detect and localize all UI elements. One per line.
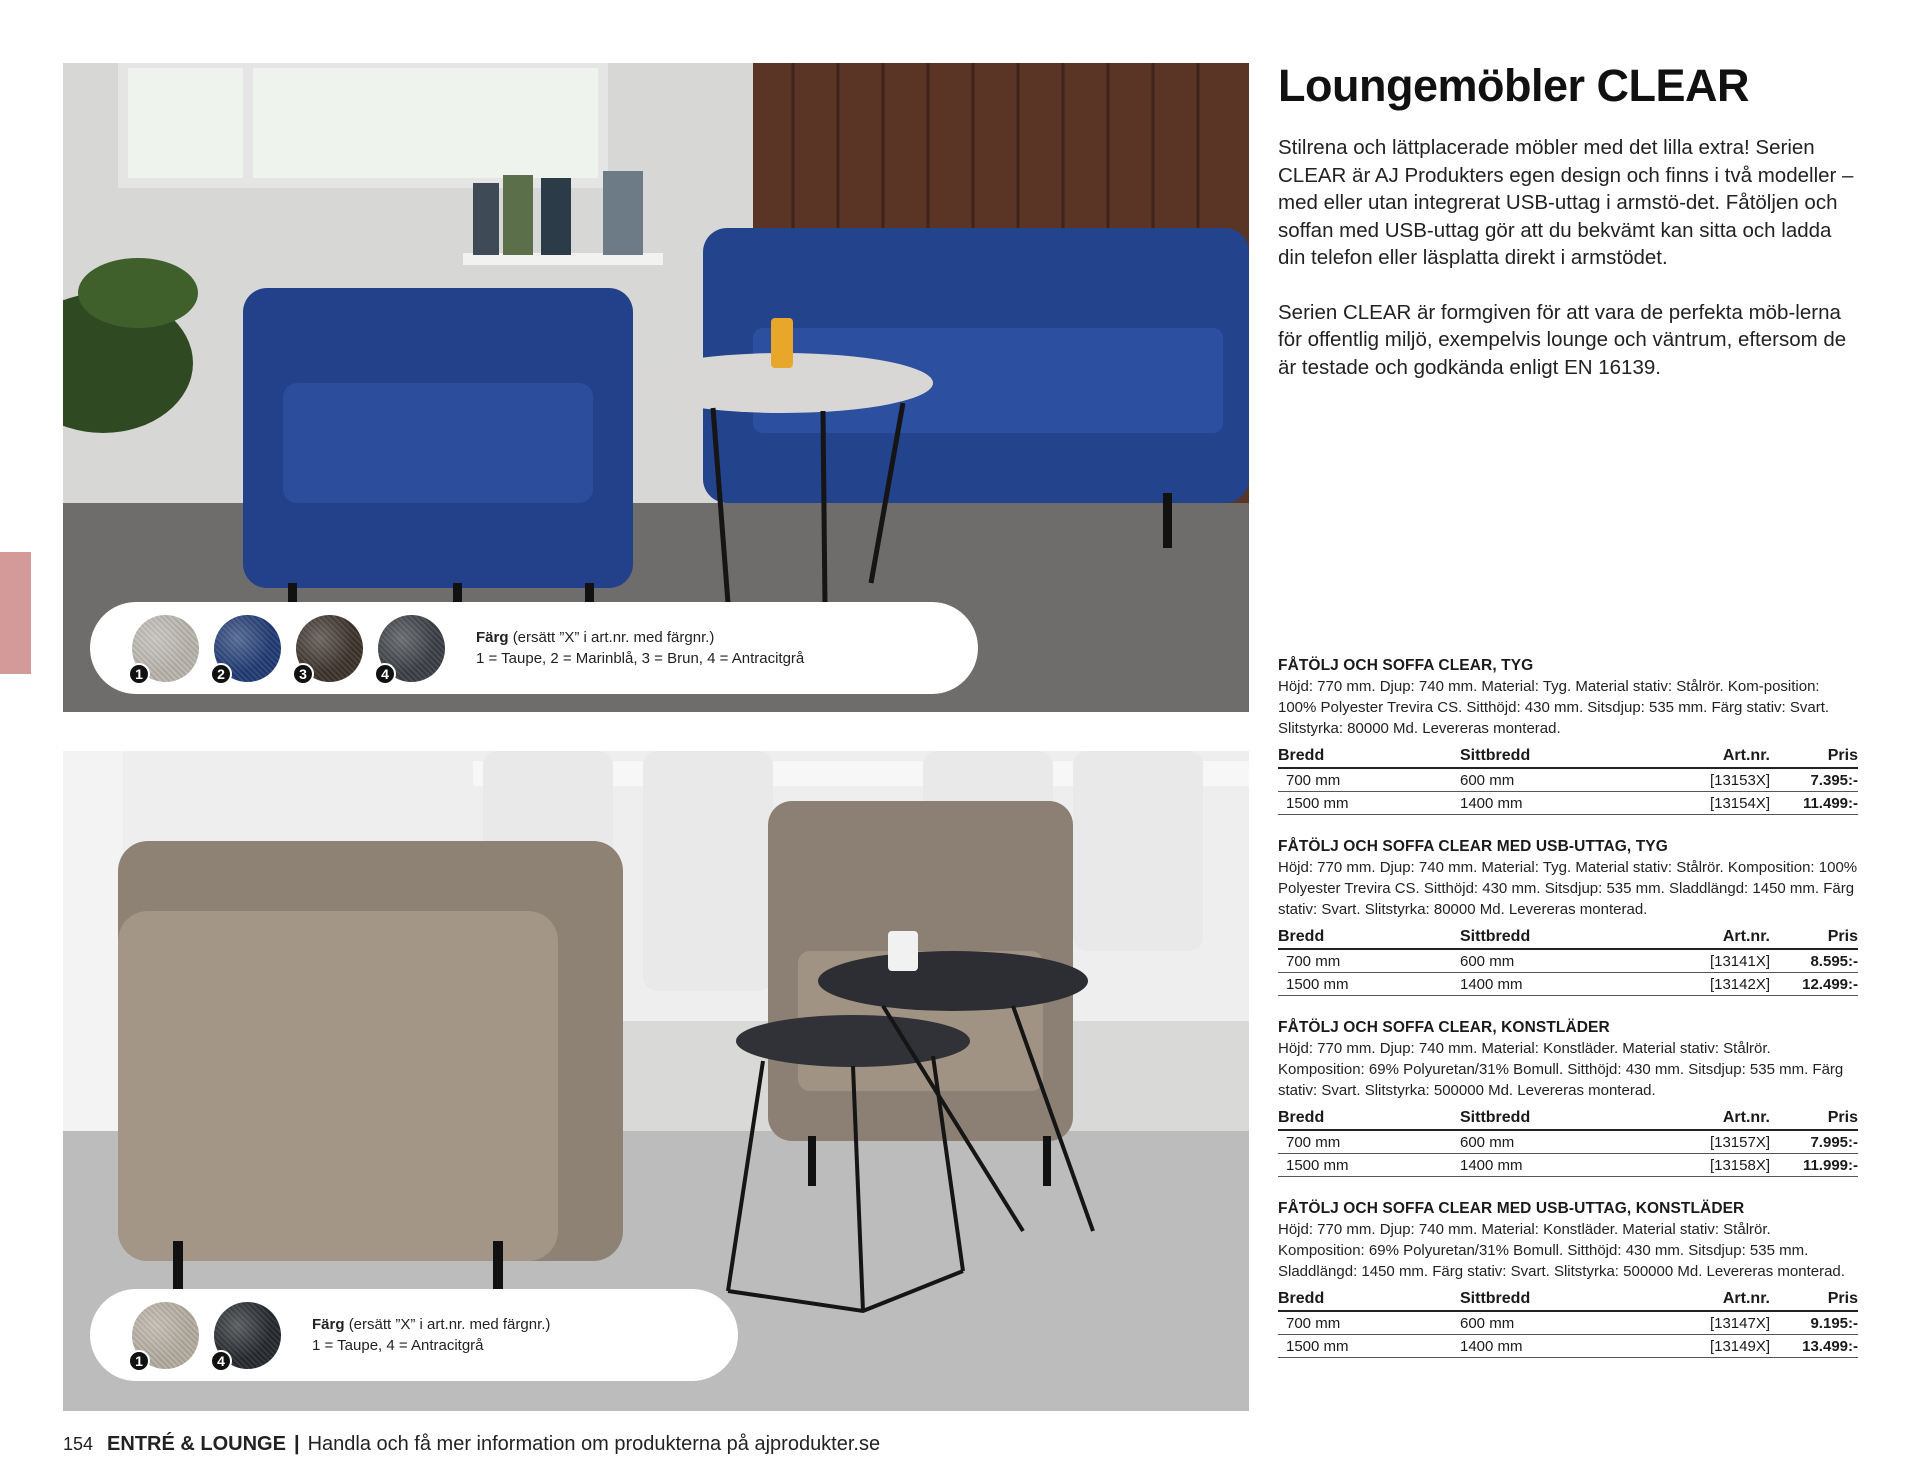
width-cell: 1500 mm — [1278, 973, 1460, 996]
color-swatch — [132, 1302, 199, 1369]
col-seat-width: Sittbredd — [1460, 745, 1680, 768]
swatch-number: 4 — [210, 1350, 232, 1372]
seat-width-cell: 600 mm — [1460, 949, 1680, 973]
color-note: (ersätt ”X” i art.nr. med färgnr.) — [348, 1316, 551, 1333]
color-legend — [312, 1314, 550, 1356]
color-note: (ersätt ”X” i art.nr. med färgnr.) — [512, 629, 715, 646]
table-header-row — [1278, 926, 1858, 949]
seat-width-cell: 600 mm — [1460, 1130, 1680, 1154]
product-spec — [1278, 656, 1858, 815]
width-cell: 700 mm — [1278, 1311, 1460, 1335]
price-cell: 7.995:- — [1770, 1130, 1858, 1154]
product-description: Höjd: 770 mm. Djup: 740 mm. Material: Konstläder. Material stativ: Stålrör. Komposition: 69% Polyuretan/31% Bomull. Sitthöjd: 430 mm. Sitsdjup: 535 mm. Sladdlängd: 1450 mm. Färg stativ: Svart. Slitstyrka: 500000 Md. Levereras monterad. — [1278, 1221, 1845, 1280]
article-number-cell: [13149X] — [1680, 1335, 1770, 1358]
swatch-number: 2 — [210, 663, 232, 685]
width-cell: 700 mm — [1278, 1130, 1460, 1154]
col-article-number: Art.nr. — [1680, 745, 1770, 768]
price-cell: 13.499:- — [1770, 1335, 1858, 1358]
price-cell: 11.999:- — [1770, 1154, 1858, 1177]
col-price: Pris — [1770, 1288, 1858, 1311]
footer-link-text[interactable]: Handla och få mer information om produkterna på ajprodukter.se — [307, 1433, 881, 1455]
article-number-cell: [13154X] — [1680, 792, 1770, 815]
swatch-number: 3 — [292, 663, 314, 685]
swatch-number: 1 — [128, 663, 150, 685]
price-cell: 7.395:- — [1770, 768, 1858, 792]
width-cell: 1500 mm — [1278, 1335, 1460, 1358]
swatch-number: 4 — [374, 663, 396, 685]
price-cell: 8.595:- — [1770, 949, 1858, 973]
swatch-number: 1 — [128, 1350, 150, 1372]
color-swatch — [214, 615, 281, 682]
photo-blue-lounge-furniture — [63, 63, 1249, 712]
color-swatch — [296, 615, 363, 682]
table-row — [1278, 792, 1858, 815]
color-swatch — [378, 615, 445, 682]
article-number-cell: [13142X] — [1680, 973, 1770, 996]
color-legend-text: 1 = Taupe, 2 = Marinblå, 3 = Brun, 4 = Antracitgrå — [476, 650, 805, 667]
seat-width-cell: 1400 mm — [1460, 792, 1680, 815]
col-seat-width: Sittbredd — [1460, 926, 1680, 949]
price-cell: 12.499:- — [1770, 973, 1858, 996]
intro-text — [1278, 134, 1858, 381]
color-label: Färg — [476, 629, 509, 646]
article-number-cell: [13153X] — [1680, 768, 1770, 792]
table-header-row — [1278, 1288, 1858, 1311]
seat-width-cell: 1400 mm — [1460, 1335, 1680, 1358]
product-description: Höjd: 770 mm. Djup: 740 mm. Material: Konstläder. Material stativ: Stålrör. Komposition: 69% Polyuretan/31% Bomull. Sitthöjd: 430 mm. Sitsdjup: 535 mm. Färg stativ: Svart. Slitstyrka: 500000 Md. Levereras monterad. — [1278, 1040, 1844, 1099]
col-price: Pris — [1770, 1107, 1858, 1130]
color-options-panel-2 — [90, 1289, 738, 1381]
price-table — [1278, 1288, 1858, 1358]
table-row — [1278, 768, 1858, 792]
footer-section: ENTRÉ & LOUNGE — [107, 1433, 286, 1455]
col-width: Bredd — [1278, 926, 1460, 949]
col-width: Bredd — [1278, 1288, 1460, 1311]
table-row — [1278, 949, 1858, 973]
article-number-cell: [13157X] — [1680, 1130, 1770, 1154]
price-table — [1278, 745, 1858, 815]
page-title: Loungemöbler CLEAR — [1278, 60, 1749, 111]
product-spec — [1278, 837, 1858, 996]
product-spec — [1278, 1018, 1858, 1177]
seat-width-cell: 1400 mm — [1460, 1154, 1680, 1177]
swatch-list — [132, 1302, 281, 1369]
col-width: Bredd — [1278, 1107, 1460, 1130]
color-swatch — [214, 1302, 281, 1369]
price-cell: 11.499:- — [1770, 792, 1858, 815]
product-title: FÅTÖLJ OCH SOFFA CLEAR MED USB-UTTAG, KONSTLÄDER — [1278, 1200, 1745, 1217]
page-footer — [63, 1432, 880, 1456]
product-title: FÅTÖLJ OCH SOFFA CLEAR MED USB-UTTAG, TYG — [1278, 838, 1668, 855]
article-number-cell: [13158X] — [1680, 1154, 1770, 1177]
col-seat-width: Sittbredd — [1460, 1288, 1680, 1311]
table-row — [1278, 1335, 1858, 1358]
color-legend — [476, 627, 804, 669]
section-color-tab — [0, 552, 31, 674]
col-article-number: Art.nr. — [1680, 1288, 1770, 1311]
page-number: 154 — [63, 1434, 94, 1454]
product-title: FÅTÖLJ OCH SOFFA CLEAR, KONSTLÄDER — [1278, 1019, 1610, 1036]
color-legend-text: 1 = Taupe, 4 = Antracitgrå — [312, 1337, 484, 1354]
photo-taupe-lounge-furniture — [63, 751, 1249, 1411]
color-swatch — [132, 615, 199, 682]
price-cell: 9.195:- — [1770, 1311, 1858, 1335]
swatch-list — [132, 615, 445, 682]
width-cell: 700 mm — [1278, 949, 1460, 973]
table-header-row — [1278, 745, 1858, 768]
seat-width-cell: 600 mm — [1460, 768, 1680, 792]
table-header-row — [1278, 1107, 1858, 1130]
intro-paragraph: Serien CLEAR är formgiven för att vara de perfekta möb-lerna för offentlig miljö, exempelvis lounge och väntrum, eftersom de är testade och godkända enligt EN 16139. — [1278, 300, 1847, 379]
table-row — [1278, 1311, 1858, 1335]
product-description: Höjd: 770 mm. Djup: 740 mm. Material: Tyg. Material stativ: Stålrör. Kom-position: 100% Polyester Trevira CS. Sitthöjd: 430 mm. Sitsdjup: 535 mm. Färg stativ: Svart. Slitstyrka: 80000 Md. Levereras monterad. — [1278, 678, 1830, 737]
col-price: Pris — [1770, 745, 1858, 768]
width-cell: 1500 mm — [1278, 792, 1460, 815]
col-price: Pris — [1770, 926, 1858, 949]
product-spec-list — [1278, 656, 1858, 1380]
col-article-number: Art.nr. — [1680, 1107, 1770, 1130]
table-row — [1278, 1154, 1858, 1177]
seat-width-cell: 1400 mm — [1460, 973, 1680, 996]
intro-paragraph: Stilrena och lättplacerade möbler med det lilla extra! Serien CLEAR är AJ Produkters egen design och finns i två modeller – med eller utan integrerat USB-uttag i armstö-det. Fåtöljen och soffan med USB-uttag gör att du bekvämt kan sitta och ladda din telefon eller läsplatta direkt i armstödet. — [1278, 136, 1854, 269]
table-row — [1278, 1130, 1858, 1154]
price-table — [1278, 926, 1858, 996]
width-cell: 700 mm — [1278, 768, 1460, 792]
article-number-cell: [13147X] — [1680, 1311, 1770, 1335]
col-seat-width: Sittbredd — [1460, 1107, 1680, 1130]
product-description: Höjd: 770 mm. Djup: 740 mm. Material: Tyg. Material stativ: Stålrör. Komposition: 100% Polyester Trevira CS. Sitthöjd: 430 mm. Sitsdjup: 535 mm. Sladdlängd: 1450 mm. Färg stativ: Svart. Slitstyrka: 80000 Md. Levereras monterad. — [1278, 859, 1858, 918]
col-article-number: Art.nr. — [1680, 926, 1770, 949]
width-cell: 1500 mm — [1278, 1154, 1460, 1177]
intro-section — [1278, 60, 1858, 381]
color-options-panel-1 — [90, 602, 978, 694]
table-row — [1278, 973, 1858, 996]
color-label: Färg — [312, 1316, 345, 1333]
article-number-cell: [13141X] — [1680, 949, 1770, 973]
product-spec — [1278, 1199, 1858, 1358]
col-width: Bredd — [1278, 745, 1460, 768]
seat-width-cell: 600 mm — [1460, 1311, 1680, 1335]
product-title: FÅTÖLJ OCH SOFFA CLEAR, TYG — [1278, 657, 1534, 674]
footer-separator: | — [293, 1433, 300, 1455]
price-table — [1278, 1107, 1858, 1177]
